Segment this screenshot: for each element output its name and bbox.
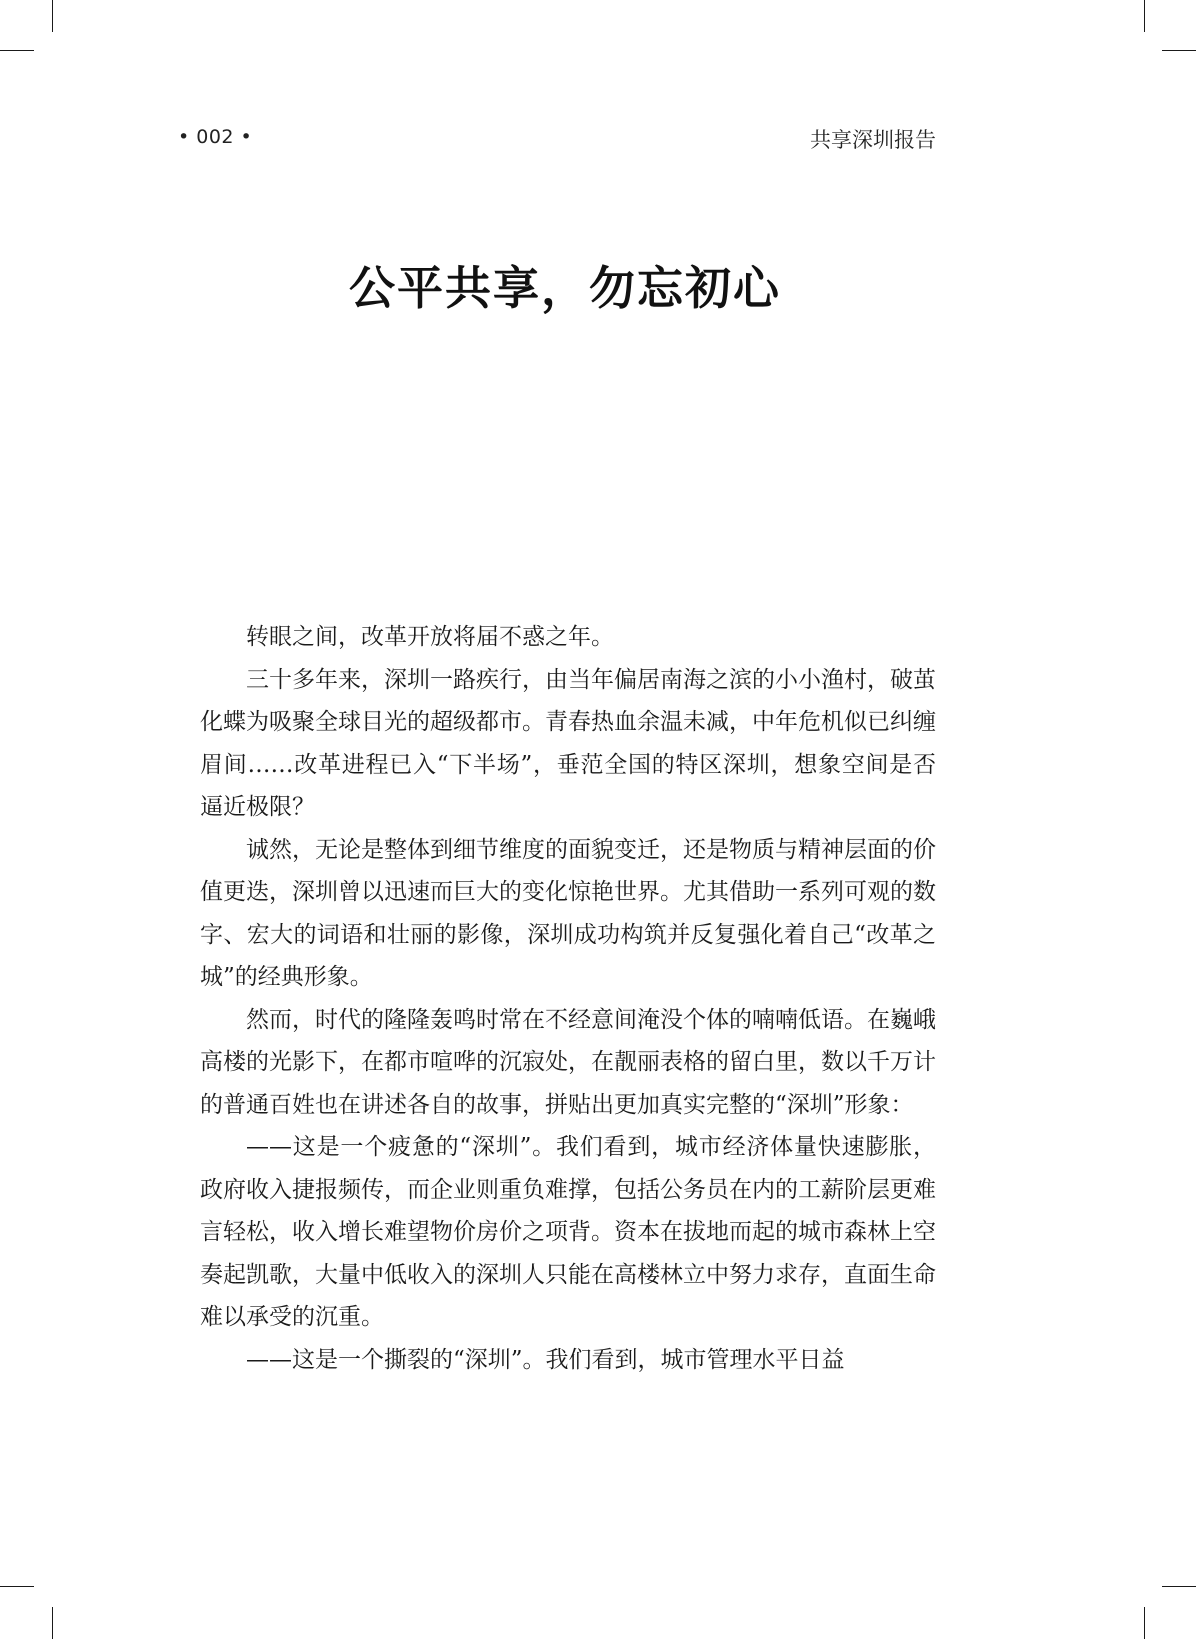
crop-mark-top-left [52, 0, 53, 32]
crop-mark-top-right-h [1162, 50, 1196, 51]
paragraph: 然而，时代的隆隆轰鸣时常在不经意间淹没个体的喃喃低语。在巍峨高楼的光影下，在都市喧哗的沉寂处，在靓丽表格的留白里，数以千万计的普通百姓也在讲述各自的故事，拼贴出更加真实完整的“深圳”形象： [200, 1006, 936, 1118]
body-text [200, 616, 936, 1381]
paragraph: ——这是一个疲惫的“深圳”。我们看到，城市经济体量快速膨胀，政府收入捷报频传，而企业则重负难撑，包括公务员在内的工薪阶层更难言轻松，收入增长难望物价房价之项背。资本在拔地而起的城市森林上空奏起凯歌，大量中低收入的深圳人只能在高楼林立中努力求存，直面生命难以承受的沉重。 [200, 1134, 936, 1330]
page-number: • 002 • [178, 126, 253, 148]
crop-mark-bottom-right-h [1162, 1586, 1196, 1587]
crop-mark-bottom-left-h [0, 1586, 34, 1587]
crop-mark-bottom-right [1144, 1607, 1145, 1639]
crop-mark-bottom-left [52, 1607, 53, 1639]
paragraph: 诚然，无论是整体到细节维度的面貌变迁，还是物质与精神层面的价值更迭，深圳曾以迅速而巨大的变化惊艳世界。尤其借助一系列可观的数字、宏大的词语和壮丽的影像，深圳成功构筑并反复强化着自己“改革之城”的经典形象。 [200, 836, 936, 990]
crop-mark-top-right [1144, 0, 1145, 32]
paragraph: ——这是一个撕裂的“深圳”。我们看到，城市管理水平日益 [246, 1346, 845, 1373]
paragraph: 三十多年来，深圳一路疾行，由当年偏居南海之滨的小小渔村，破茧化蝶为吸聚全球目光的超级都市。青春热血余温未减，中年危机似已纠缠眉间……改革进程已入“下半场”，垂范全国的特区深圳，想象空间是否逼近极限？ [200, 666, 936, 820]
running-head: 共享深圳报告 [810, 128, 936, 152]
paragraph: 转眼之间，改革开放将届不惑之年。 [246, 624, 614, 650]
chapter-title: 公平共享，勿忘初心 [349, 261, 781, 315]
crop-mark-top-left-h [0, 50, 34, 51]
